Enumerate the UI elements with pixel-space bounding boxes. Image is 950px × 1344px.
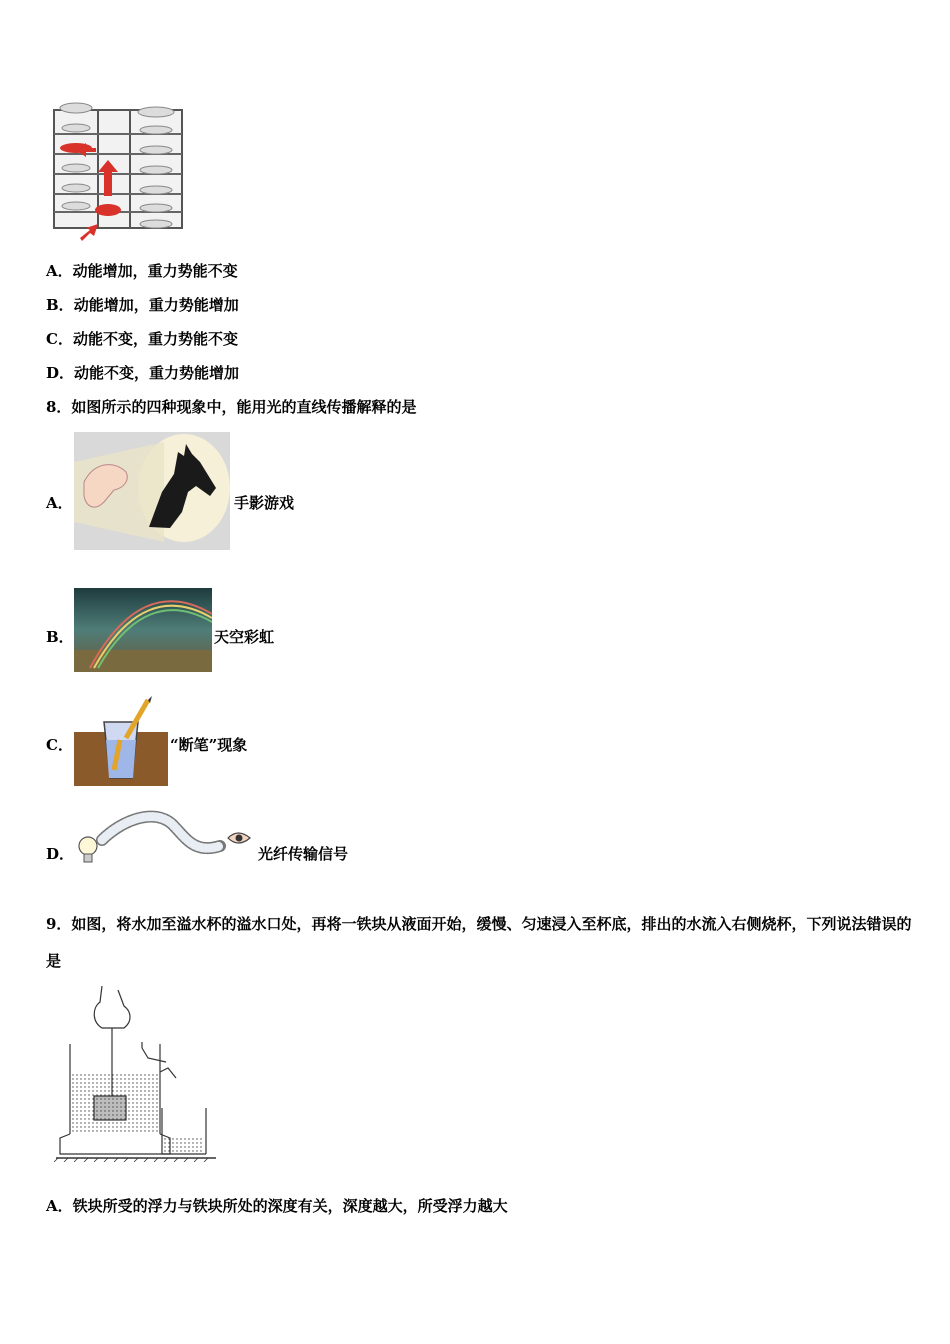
rainbow-image	[74, 588, 212, 672]
broken-pencil-image	[74, 694, 168, 786]
q7-option-b	[46, 295, 239, 315]
option-letter: C．	[46, 330, 73, 348]
option-text: 动能增加，重力势能增加	[73, 296, 239, 314]
option-letter: B．	[46, 296, 74, 314]
option-text: 动能增加，重力势能不变	[72, 262, 238, 280]
q8-option-a-letter: A．	[46, 494, 73, 512]
q9-option-a	[46, 1196, 508, 1216]
q8-stem: 8．如图所示的四种现象中，能用光的直线传播解释的是	[46, 398, 417, 416]
q7-option-c	[46, 329, 238, 349]
q8-option-a-caption: 手影游戏	[234, 494, 295, 512]
q8-option-c-caption: “断笔”现象	[170, 736, 248, 754]
optical-fiber-image	[74, 810, 256, 870]
q8-option-b-caption: 天空彩虹	[214, 628, 275, 646]
q8-option-d-letter: D．	[46, 845, 75, 863]
q7-option-a	[46, 261, 238, 281]
hand-shadow-image	[74, 432, 230, 550]
q7-option-d	[46, 363, 239, 383]
q8-option-d-caption: 光纤传输信号	[258, 845, 349, 863]
q8-option-c-letter: C．	[46, 736, 73, 754]
option-letter: D．	[46, 364, 75, 382]
q9-stem: 9．如图，将水加至溢水杯的溢水口处，再将一铁块从液面开始，缓慢、匀速浸入至杯底，排出的水流入右侧烧杯，下列说法错误的是	[46, 915, 912, 970]
q8-option-b-letter: B．	[46, 628, 74, 646]
parking-garage-figure	[46, 98, 188, 244]
option-letter: A．	[46, 262, 73, 280]
option-text: 铁块所受的浮力与铁块所处的深度有关，深度越大，所受浮力越大	[72, 1197, 508, 1215]
overflow-cup-figure	[52, 986, 220, 1162]
option-letter: A．	[46, 1197, 73, 1215]
option-text: 动能不变，重力势能不变	[72, 330, 238, 348]
option-text: 动能不变，重力势能增加	[74, 364, 240, 382]
